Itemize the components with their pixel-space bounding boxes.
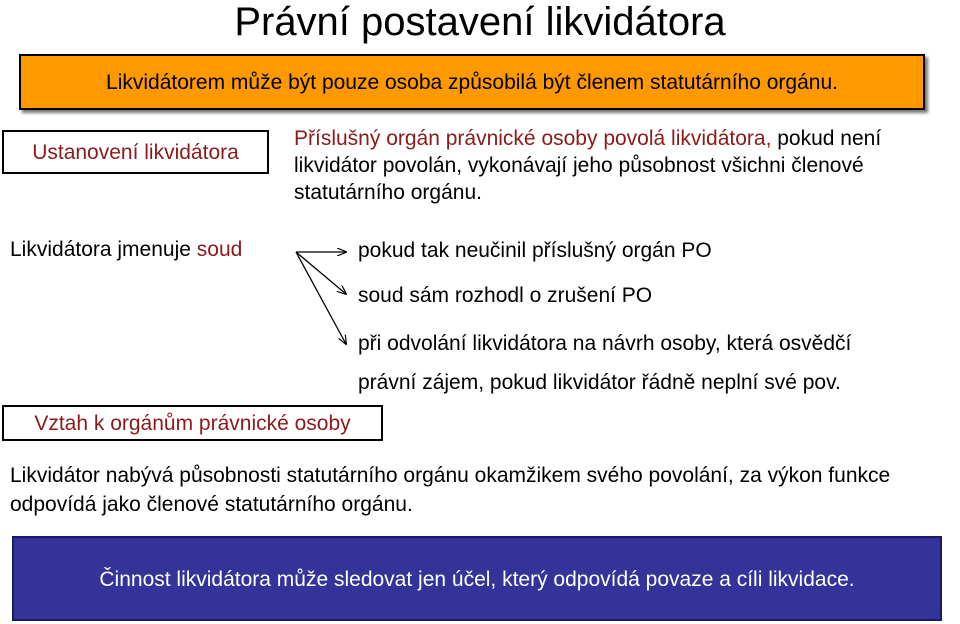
eligibility-banner: Likvidátorem může být pouze osoba způsobilá být členem statutárního orgánu.: [19, 54, 925, 110]
relation-label-box: Vztah k orgánům právnické osoby: [2, 405, 383, 441]
relation-text: Likvidátor nabývá působnosti statutárního orgánu okamžikem svého povolání, za výkon funkce odpovídá jako členové statutárního orgánu.: [10, 464, 891, 516]
court-reason-2: soud sám rozhodl o zrušení PO: [358, 284, 653, 307]
purpose-footer: Činnost likvidátora může sledovat jen účel, který odpovídá povaze a cíli likvidace.: [12, 536, 942, 621]
court-reason-3: při odvolání likvidátora na návrh osoby, která osvědčí: [358, 332, 852, 355]
court-reason-1: pokud tak neučinil příslušný orgán PO: [358, 239, 712, 262]
arrow-to-item-3: [296, 252, 346, 344]
page-title: Právní postavení likvidátora: [234, 0, 726, 44]
appointment-text-highlight: Příslušný orgán právnické osoby povolá likvidátora,: [294, 127, 772, 150]
court-word: soud: [196, 238, 243, 261]
arrow-to-item-2: [296, 252, 346, 294]
court-reason-3-cont: právní zájem, pokud likvidátor řádně neplní své pov.: [358, 371, 841, 394]
appointment-text-rest: pokud není likvidátor povolán, vykonávají jeho působnost všichni členové statutárního orgánu.: [294, 127, 882, 204]
court-appoints-prefix: Likvidátora jmenuje: [10, 238, 197, 261]
appointment-label-box: Ustanovení likvidátora: [2, 130, 269, 174]
